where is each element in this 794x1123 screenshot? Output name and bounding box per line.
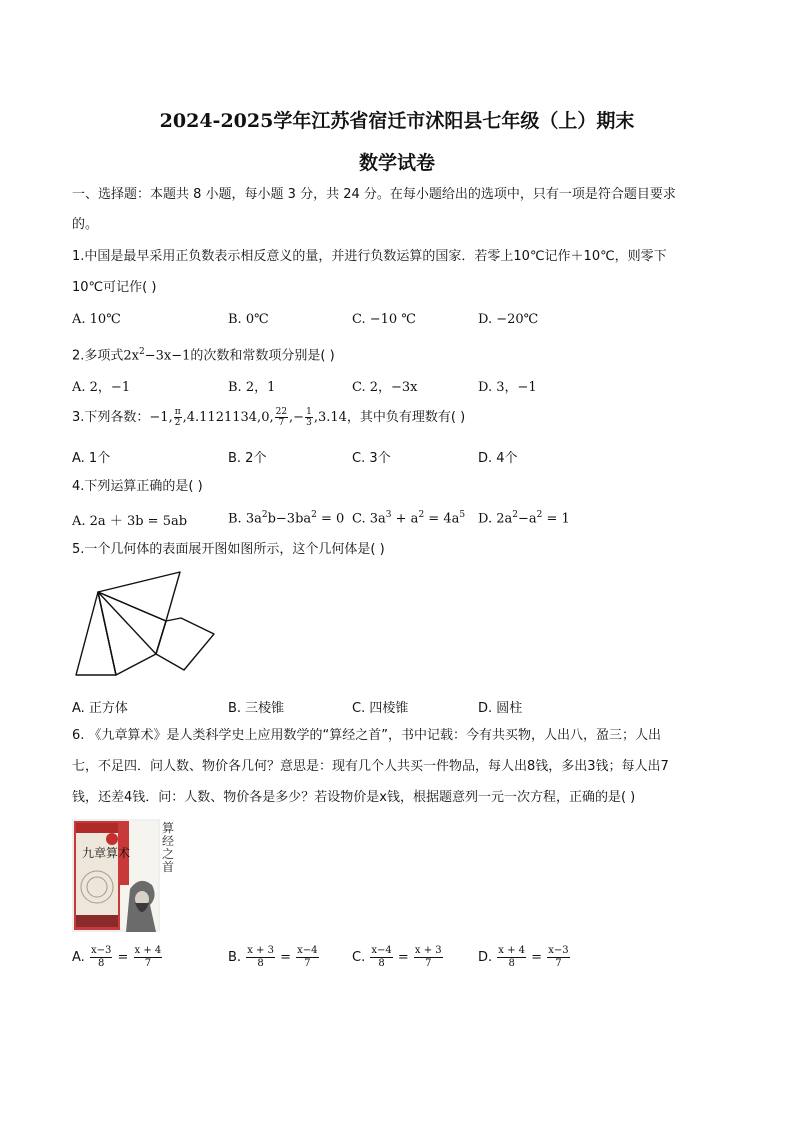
q6-stem-cont2: 钱，还差4钱．问：人数、物价各是多少？若设物价是x钱，根据题意列一元一次方程，正确的是( ) <box>72 790 636 805</box>
q6-b-r-den: 7 <box>304 958 311 969</box>
exam-title-line2: 数学试卷 <box>358 152 435 174</box>
q6-stem-cont1: 七，不足四．问人数、物价各几何？意思是：现有几个人共买一件物品，每人出8钱，多出3钱；每人出7 <box>72 759 669 774</box>
net-edge <box>156 621 166 654</box>
q2-option-d[interactable]: D. 3，−1 <box>478 380 537 395</box>
book-cover-title: 九章算术 <box>82 846 131 860</box>
q6-d-r-den: 7 <box>555 958 562 969</box>
q6-d-r-num: x−3 <box>548 945 569 956</box>
q3-fraction-1-3 <box>305 407 313 428</box>
q1-option-a[interactable]: A. 10℃ <box>72 312 121 327</box>
q2-suffix: 的次数和常数项分别是( ) <box>190 348 335 364</box>
q2-option-b[interactable]: B. 2，1 <box>228 380 276 395</box>
q4-b-exp2: 2 <box>311 510 317 520</box>
q4-d-part3: = 1 <box>542 511 570 527</box>
q6-d-label: D. <box>478 950 493 965</box>
q3-n1: −1, <box>149 410 173 425</box>
net-edge <box>98 592 156 654</box>
q3-n3: ,− <box>289 410 305 425</box>
q4-c-part2: + a <box>391 511 419 527</box>
q6-d-left-fraction <box>497 945 526 970</box>
q3-f2-num: 1 <box>306 407 312 417</box>
q6-a-r-num: x + 4 <box>134 945 162 956</box>
q4-b-part1: B. 3a <box>228 511 262 527</box>
q4-d-exp1: 2 <box>512 510 518 520</box>
q3-option-b[interactable]: B. 2个 <box>228 451 267 466</box>
q6-a-r-den: 7 <box>144 958 152 969</box>
q3-f1-den: 7 <box>278 418 285 428</box>
q4-stem: 4.下列运算正确的是( ) <box>72 479 203 494</box>
q3-suffix: ，其中负有理数有( ) <box>346 410 466 425</box>
q6-d-l-den: 8 <box>508 958 515 969</box>
q3-stem <box>72 405 465 431</box>
q3-pi-den: 2 <box>174 418 181 428</box>
q2-expr-exp: 2 <box>139 347 145 357</box>
q3-prefix: 3.下列各数： <box>72 410 150 425</box>
q4-b-exp1: 2 <box>261 510 268 520</box>
section-header-cont: 的。 <box>72 217 99 232</box>
q4-b-part3: = 0 <box>316 511 345 527</box>
q4-b-part2: b−3ba <box>267 511 312 527</box>
q6-a-right-fraction <box>134 945 163 970</box>
q6-option-a[interactable]: A. $\frac{x-3}{8}$ = $\frac{x + 4}{7}$ <box>72 945 162 969</box>
q1-stem: 1.中国是最早采用正负数表示相反意义的量，并进行负数运算的国家．若零上10℃记作＋10℃，则零下 <box>72 249 667 264</box>
q4-option-d[interactable] <box>478 510 570 526</box>
q6-a-left-fraction <box>90 945 112 970</box>
q2-expr-b: −3x−1 <box>144 348 191 364</box>
q3-f1-num: 22 <box>275 407 288 417</box>
q6-b-label: B. <box>228 950 242 965</box>
q2-stem <box>72 344 335 364</box>
net-face-square <box>98 592 166 675</box>
q4-d-part2: −a <box>517 511 537 527</box>
book-cover-image <box>72 819 160 932</box>
q3-option-a[interactable]: A. 1个 <box>72 451 111 466</box>
q6-option-d[interactable]: D. $\frac{x + 4}{8}$ = $\frac{x-3}{7}$ <box>478 945 569 969</box>
q6-c-r-num: x + 3 <box>414 945 442 956</box>
q5-net-figure <box>72 570 218 680</box>
q3-n4: ,3.14 <box>313 410 347 425</box>
q2-prefix: 2.多项式 <box>72 348 124 364</box>
q6-a-l-den: 8 <box>97 958 105 969</box>
q6-a-label: A. <box>72 950 85 965</box>
q6-c-r-den: 7 <box>425 958 432 969</box>
q6-b-l-num: x + 3 <box>247 945 274 956</box>
q5-option-c[interactable]: C. 四棱锥 <box>352 701 409 716</box>
q4-c-part3: = 4a <box>424 511 460 527</box>
exam-title-line1: 2024-2025学年江苏省宿迁市沭阳县七年级（上）期末 <box>159 110 635 132</box>
q4-option-c[interactable] <box>352 510 465 526</box>
q6-option-b[interactable]: B. $\frac{x + 3}{8}$ = $\frac{x-4}{7}$ <box>228 945 318 969</box>
q6-c-l-den: 8 <box>378 958 385 969</box>
book-cover-side-text: 算经之首 <box>162 821 175 874</box>
q4-c-exp3: 5 <box>459 510 466 520</box>
q3-option-d[interactable]: D. 4个 <box>478 451 518 466</box>
q6-b-left-fraction <box>246 945 275 970</box>
q1-option-c[interactable]: C. −10 ℃ <box>352 312 416 327</box>
q2-option-a[interactable]: A. 2，−1 <box>72 380 131 395</box>
q5-stem: 5.一个几何体的表面展开图如图所示，这个几何体是( ) <box>72 542 385 557</box>
q3-option-c[interactable]: C. 3个 <box>352 451 391 466</box>
q4-option-b[interactable] <box>228 510 344 526</box>
q5-option-d[interactable]: D. 圆柱 <box>478 701 523 716</box>
q2-option-c[interactable]: C. 2，−3x <box>352 380 418 395</box>
q3-n2: ,4.1121134,0, <box>182 410 274 425</box>
q4-option-a[interactable]: A. 2a ＋ 3b = 5ab <box>72 514 188 529</box>
q3-f2-den: 3 <box>306 418 312 428</box>
q4-c-exp1: 3 <box>385 510 392 520</box>
q5-option-b[interactable]: B. 三棱锥 <box>228 701 285 716</box>
section-header: 一、选择题：本题共 8 小题，每小题 3 分，共 24 分。在每小题给出的选项中，只有一项是符合题目要求 <box>72 187 676 202</box>
q2-expr-a: 2x <box>123 348 140 364</box>
q6-c-label: C. <box>352 950 366 965</box>
q1-option-b[interactable]: B. 0℃ <box>228 312 269 327</box>
q6-d-right-fraction <box>547 945 569 970</box>
q1-stem-cont: 10℃可记作( ) <box>72 280 157 295</box>
q5-option-a[interactable]: A. 正方体 <box>72 701 128 716</box>
q3-fraction-22-7 <box>275 407 288 428</box>
net-edge <box>98 592 116 675</box>
q6-d-l-num: x + 4 <box>498 945 526 956</box>
q6-b-l-den: 8 <box>257 958 264 969</box>
q3-pi-fraction <box>174 407 182 428</box>
q6-b-right-fraction <box>296 945 318 970</box>
q6-a-l-num: x−3 <box>90 945 112 956</box>
q6-c-left-fraction <box>370 945 392 970</box>
q1-option-d[interactable]: D. −20℃ <box>478 312 539 327</box>
q4-c-exp2: 2 <box>418 510 425 520</box>
q4-d-exp2: 2 <box>536 510 543 520</box>
q6-c-right-fraction <box>414 945 443 970</box>
q6-stem: 6. 《九章算术》是人类科学史上应用数学的“算经之首”，书中记载：今有共买物，人出八，盈三；人出 <box>72 728 662 743</box>
q6-option-c[interactable]: C. $\frac{x-4}{8}$ = $\frac{x + 3}{7}$ <box>352 945 442 969</box>
q3-pi-num: π <box>174 407 181 417</box>
q4-d-part1: D. 2a <box>478 511 513 527</box>
q6-b-r-num: x−4 <box>297 945 318 956</box>
q4-c-part1: C. 3a <box>352 511 386 527</box>
q6-c-l-num: x−4 <box>371 945 392 956</box>
